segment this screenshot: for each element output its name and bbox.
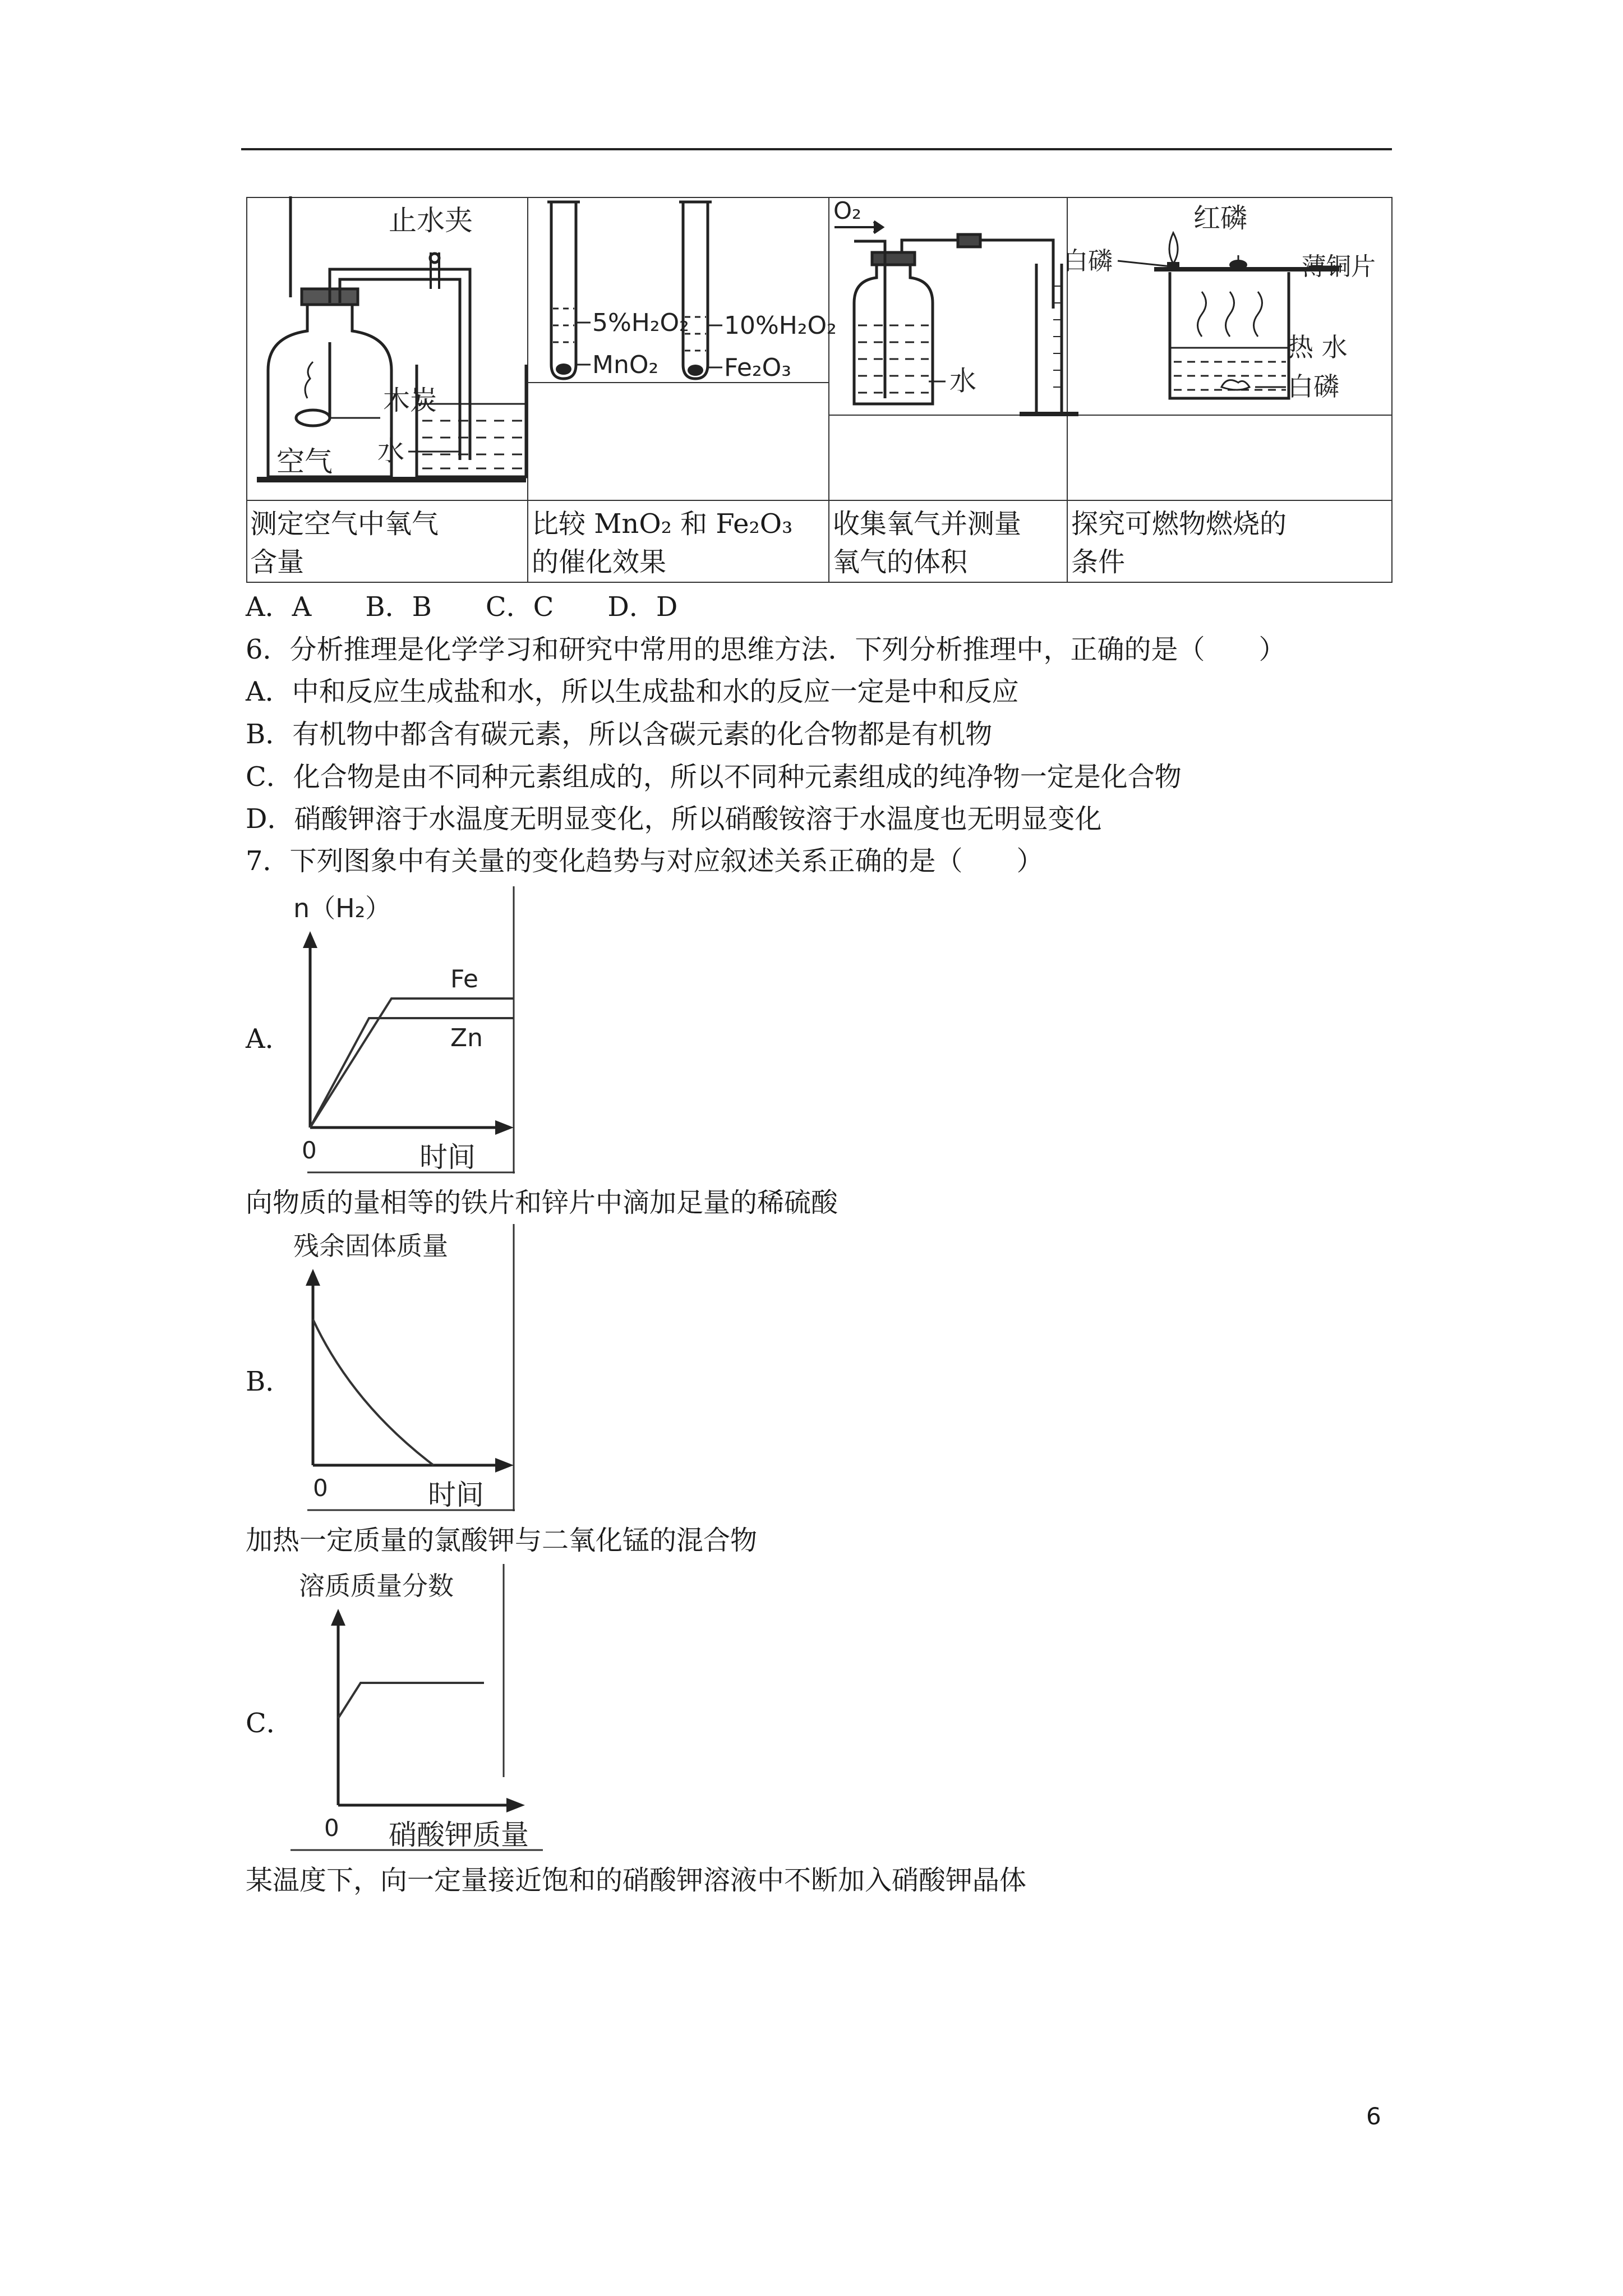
graph-c-curve	[338, 1683, 484, 1718]
q7-option-b-label: B．	[246, 1366, 293, 1397]
caption-3-line1: 收集氧气并测量	[833, 508, 1022, 540]
tube2-catalyst: Fe₂O₃	[724, 353, 791, 382]
hot-water-label: 热 水	[1288, 332, 1348, 362]
tube1-label: 5%H₂O₂	[592, 309, 689, 337]
air-label: 空气	[276, 445, 333, 478]
white-phosphorus-top-label: 白磷	[1063, 247, 1113, 275]
o2-label: O₂	[833, 197, 861, 224]
clamp-label: 止水夹	[389, 204, 473, 237]
graph-b-caption: 加热一定质量的氯酸钾与二氧化锰的混合物	[246, 1525, 758, 1556]
caption-1-line1: 测定空气中氧气	[250, 508, 439, 540]
q6-stem: 6．分析推理是化学学习和研究中常用的思维方法．下列分析推理中，正确的是（ ）	[246, 634, 1286, 665]
header-rule	[241, 148, 1392, 150]
graph-b-curve	[313, 1319, 434, 1465]
tube1-catalyst: MnO₂	[592, 351, 659, 379]
caption-2-line2: 的催化效果	[532, 546, 667, 578]
experiment-figure	[246, 196, 1393, 583]
graph-b-ylabel: 残余固体质量	[293, 1231, 448, 1261]
caption-2-line1: 比较 MnO₂ 和 Fe₂O₃	[532, 508, 793, 540]
q6-option-b: B．有机物中都含有碳元素，所以含碳元素的化合物都是有机物	[246, 719, 993, 750]
graph-a-xlabel: 时间	[419, 1141, 476, 1174]
graph-a-fe-label: Fe	[450, 965, 478, 993]
caption-3-line2: 氧气的体积	[833, 546, 968, 578]
page-number: 6	[1366, 2102, 1381, 2130]
graph-c-origin: 0	[324, 1814, 339, 1842]
q7-option-c-label: C．	[246, 1708, 293, 1739]
q7-option-a-label: A．	[246, 1023, 292, 1055]
graph-a-ylabel: n（H₂）	[293, 893, 391, 923]
q7-stem: 7．下列图象中有关量的变化趋势与对应叙述关系正确的是（ ）	[246, 845, 1044, 877]
graph-b-xlabel: 时间	[428, 1479, 484, 1511]
q6-option-c: C．化合物是由不同种元素组成的，所以不同种元素组成的纯净物一定是化合物	[246, 761, 1182, 793]
copper-sheet-label: 薄铜片	[1302, 252, 1376, 281]
graph-a-caption: 向物质的量相等的铁片和锌片中滴加足量的稀硫酸	[246, 1187, 838, 1218]
graph-c	[291, 1564, 543, 1851]
graph-a-zn-line	[310, 1018, 514, 1128]
q6-option-d: D．硝酸钾溶于水温度无明显变化，所以硝酸铵溶于水温度也无明显变化	[246, 803, 1102, 835]
white-phosphorus-bottom-label: 白磷	[1288, 371, 1339, 402]
caption-4-line2: 条件	[1071, 546, 1126, 578]
graph-c-ylabel: 溶质质量分数	[299, 1571, 454, 1601]
caption-4-line1: 探究可燃物燃烧的	[1071, 508, 1287, 540]
graph-b-origin: 0	[313, 1474, 328, 1502]
graph-a	[291, 886, 516, 1174]
q6-option-a: A．中和反应生成盐和水，所以生成盐和水的反应一定是中和反应	[246, 676, 1019, 707]
graph-c-xlabel: 硝酸钾质量	[389, 1819, 529, 1851]
caption-1-line2: 含量	[250, 546, 305, 578]
water-label-2: 水	[949, 365, 977, 397]
red-phosphorus-label: 红磷	[1193, 203, 1248, 234]
water-label-1: 水	[377, 435, 405, 467]
graph-b	[291, 1224, 516, 1511]
tube2-label: 10%H₂O₂	[724, 311, 837, 340]
q5-options: A．A B．B C．C D．D	[246, 591, 678, 623]
graph-c-caption: 某温度下，向一定量接近饱和的硝酸钾溶液中不断加入硝酸钾晶体	[246, 1865, 1027, 1896]
charcoal-label: 木炭	[383, 385, 437, 416]
graph-a-origin: 0	[302, 1137, 317, 1164]
flame-icon	[1169, 233, 1178, 264]
graph-a-zn-label: Zn	[450, 1024, 483, 1052]
